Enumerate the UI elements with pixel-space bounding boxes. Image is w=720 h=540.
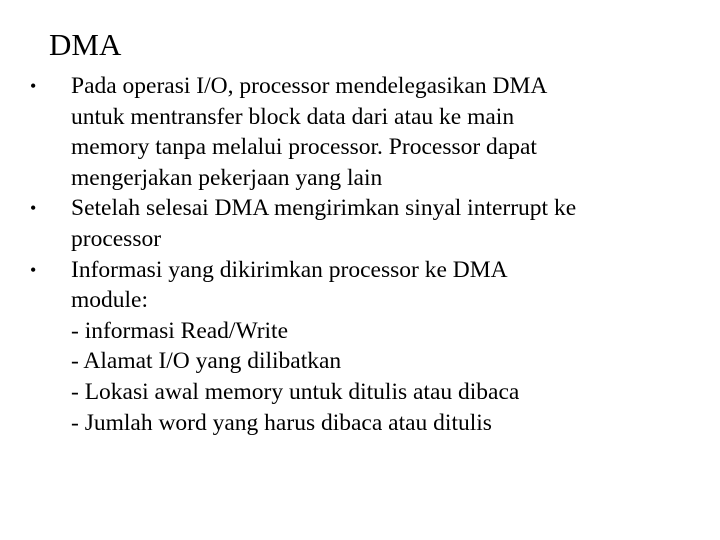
- bullet-item: [28, 255, 708, 439]
- slide-title: DMA: [49, 27, 122, 62]
- bullet-list: [28, 71, 708, 438]
- bullet-text-line: Setelah selesai DMA mengirimkan sinyal interrupt ke: [71, 195, 577, 222]
- bullet-item: [28, 71, 708, 193]
- bullet-marker: •: [30, 198, 37, 219]
- bullet-text-line: Pada operasi I/O, processor mendelegasikan DMA: [71, 73, 548, 99]
- bullet-text-line: module:: [71, 287, 149, 314]
- bullet-marker: •: [30, 259, 37, 280]
- sub-item-line: - Alamat I/O yang dilibatkan: [71, 348, 342, 375]
- sub-item-line: - Lokasi awal memory untuk ditulis atau dibaca: [71, 378, 520, 405]
- bullet-text-line: mengerjakan pekerjaan yang lain: [71, 164, 383, 191]
- sub-item-line: - informasi Read/Write: [71, 317, 289, 344]
- bullet-text-line: untuk mentransfer block data dari atau ke main: [71, 103, 515, 130]
- sub-item-line: - Jumlah word yang harus dibaca atau ditulis: [71, 409, 492, 436]
- bullet-text-line: memory tanpa melalui processor. Processor dapat: [71, 134, 537, 161]
- bullet-marker: •: [30, 76, 37, 96]
- bullet-text-line: processor: [71, 225, 162, 252]
- bullet-item: [28, 193, 708, 254]
- bullet-text-line: Informasi yang dikirimkan processor ke DMA: [71, 256, 508, 283]
